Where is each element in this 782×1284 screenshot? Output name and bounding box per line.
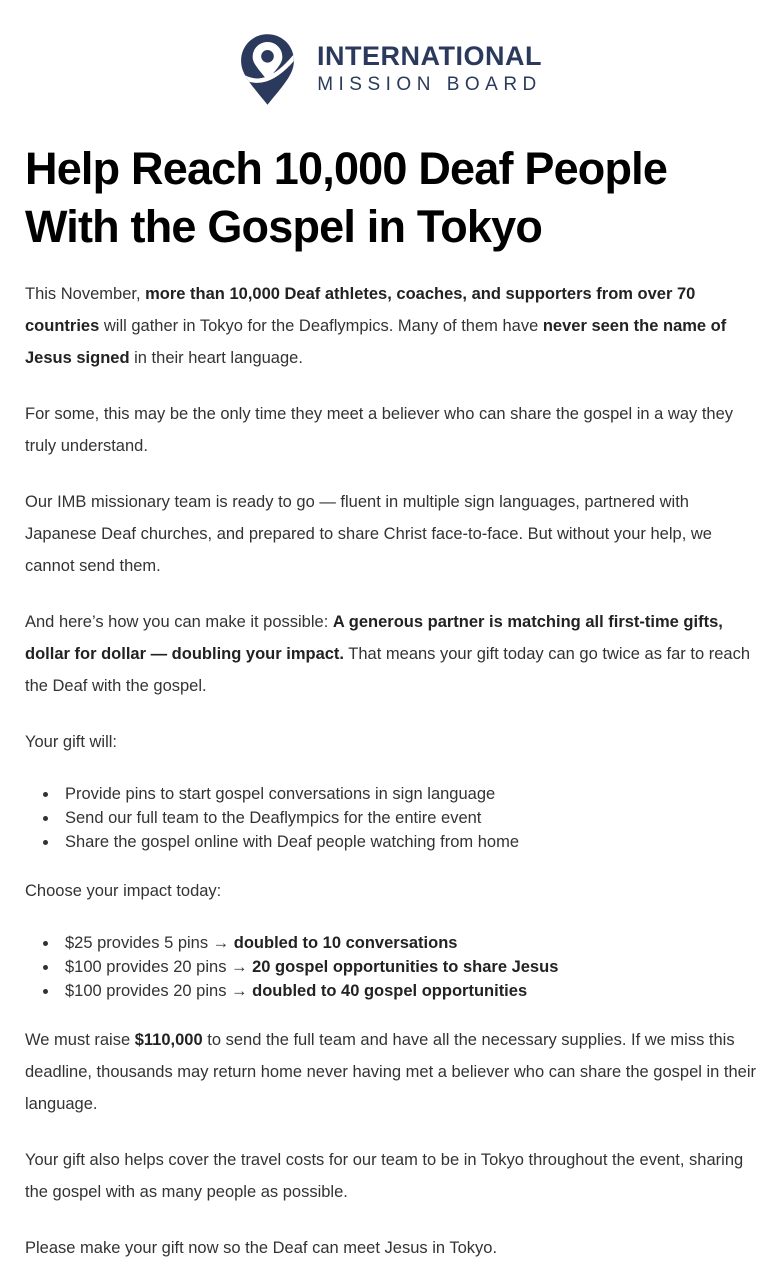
imb-logo xyxy=(0,0,782,114)
text-run: $25 provides 5 pins → xyxy=(65,934,234,952)
text-run: And here’s how you can make it possible: xyxy=(25,613,333,631)
text-run: That means your gift today can go twice as far to reach the Deaf with the gospel. xyxy=(25,645,751,695)
logo-subtitle: MISSION BOARD xyxy=(317,73,542,95)
bold-run: A generous partner is matching all first-time gifts, dollar for dollar — doubling your impact. xyxy=(25,613,723,663)
bold-run: $110,000 xyxy=(134,1031,203,1049)
text-run: in their heart language. xyxy=(129,349,303,367)
bold-run: doubled to 10 conversations xyxy=(233,934,458,952)
bold-run: more than 10,000 Deaf athletes, coaches, and supporters from over 70 countries xyxy=(25,285,696,335)
bold-run: doubled to 40 gospel opportunities xyxy=(252,982,528,1000)
list-item: • Share the gospel online with Deaf people watching from home xyxy=(59,830,757,854)
text-run: to send the full team and have all the necessary supplies. If we miss this deadline, thousands may return home never having met a believer who can share the gospel in their language. xyxy=(25,1031,757,1113)
map-pin-icon xyxy=(240,33,295,106)
text-run: We must raise xyxy=(25,1031,135,1049)
paragraph-team-ready: Our IMB missionary team is ready to go — fluent in multiple sign languages, partnered with Japanese Deaf churches, and prepared to share Christ face-to-face. But without your help, we cannot send them. xyxy=(25,493,712,575)
paragraph-call-to-action: Please make your gift now so the Deaf can meet Jesus in Tokyo. xyxy=(25,1239,498,1257)
title-line-2: With the Gospel in Tokyo xyxy=(25,201,543,252)
logo-text xyxy=(317,42,542,96)
text-run: This November, xyxy=(25,285,146,303)
text-run: $100 provides 20 pins → xyxy=(65,982,253,1000)
gift-benefits-list xyxy=(25,782,757,854)
title-line-1: Help Reach 10,000 Deaf People xyxy=(25,143,668,194)
paragraph-only-time: For some, this may be the only time they meet a believer who can share the gospel in a way they truly understand. xyxy=(25,405,734,455)
list-item xyxy=(59,931,757,955)
article-body xyxy=(0,140,782,1284)
paragraph-your-gift-will: Your gift will: xyxy=(25,733,118,751)
paragraph-intro xyxy=(25,278,757,374)
text-run: will gather in Tokyo for the Deaflympics. Many of them have xyxy=(99,317,543,335)
impact-options-list xyxy=(25,931,757,1003)
bold-run: 20 gospel opportunities to share Jesus xyxy=(252,958,559,976)
list-item: • Send our full team to the Deaflympics for the entire event xyxy=(59,806,757,830)
list-item xyxy=(59,955,757,979)
paragraph-matching-gift xyxy=(25,606,757,702)
paragraph-choose-impact: Choose your impact today: xyxy=(25,882,222,900)
list-item xyxy=(59,979,757,1003)
logo-title: INTERNATIONAL xyxy=(317,41,542,72)
list-item: • Provide pins to start gospel conversations in sign language xyxy=(59,782,757,806)
text-run: $100 provides 20 pins → xyxy=(65,958,253,976)
page-title xyxy=(25,140,757,256)
paragraph-fundraising-goal xyxy=(25,1024,757,1120)
paragraph-travel-costs: Your gift also helps cover the travel costs for our team to be in Tokyo throughout the event, sharing the gospel with as many people as possible. xyxy=(25,1151,744,1201)
bold-run: never seen the name of Jesus signed xyxy=(25,317,727,367)
